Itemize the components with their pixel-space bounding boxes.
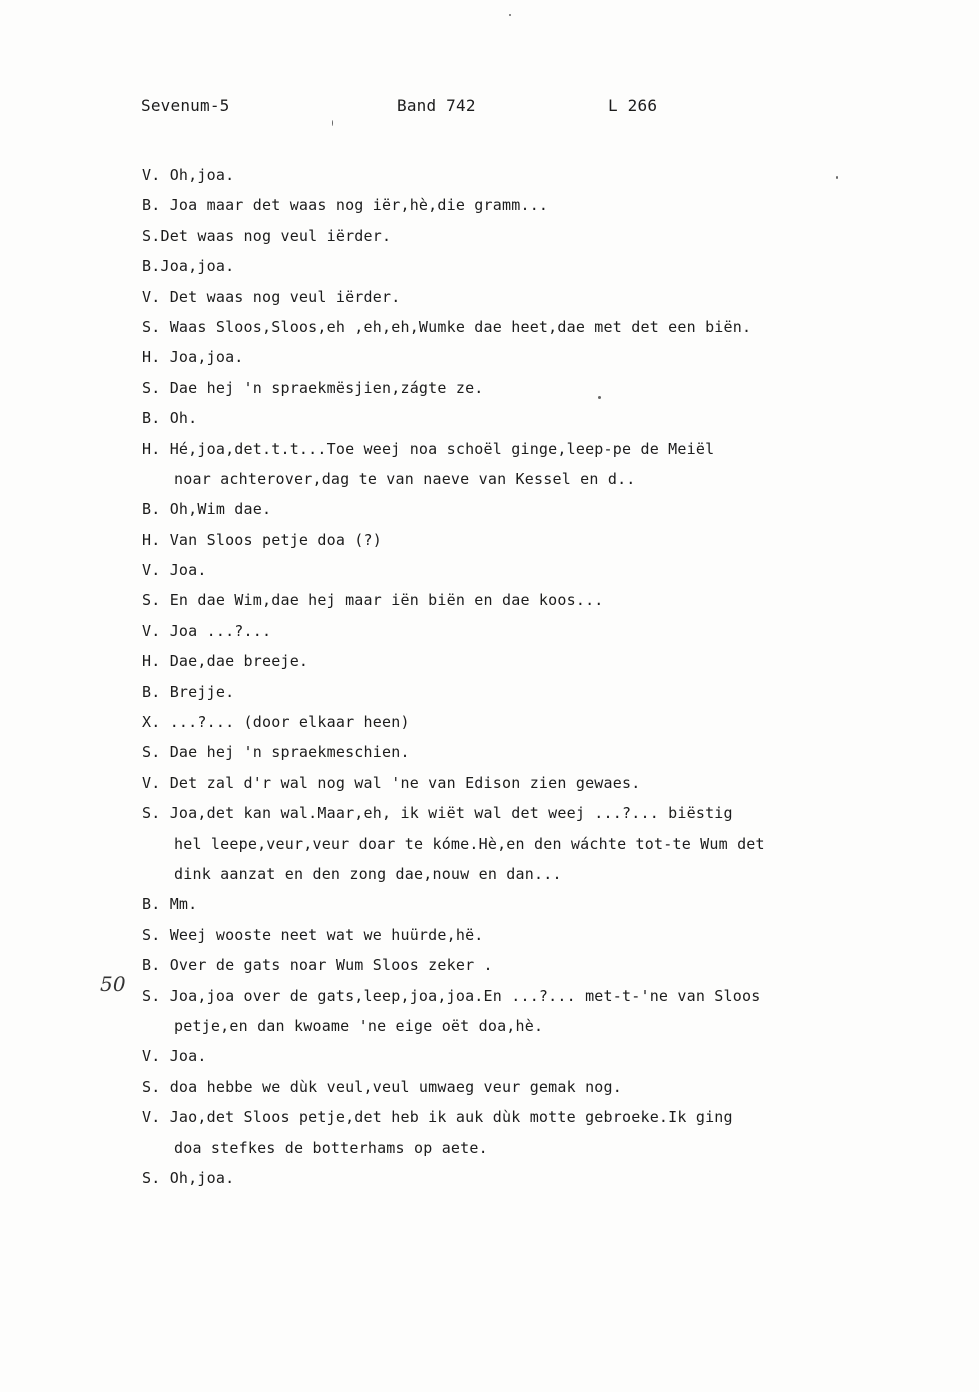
transcript-line: V. Det zal d'r wal nog wal 'ne van Edison zien gewaes.: [142, 773, 641, 792]
transcript-line: B. Mm.: [142, 895, 198, 914]
transcript-body: [142, 160, 922, 1193]
transcript-line: S. Joa,det kan wal.Maar,eh, ik wiët wal det weej ...?... biëstig: [142, 804, 733, 823]
header-tape: Band 742: [397, 96, 476, 115]
transcript-line: H. Joa,joa.: [142, 348, 244, 367]
transcript-line: B.Joa,joa.: [142, 257, 235, 276]
transcript-line: H. Hé,joa,det.t.t...Toe weej noa schoël ginge,leep-pe de Meiël: [142, 439, 715, 458]
transcript-line: V. Det waas nog veul iërder.: [142, 287, 401, 306]
transcript-line: B. Oh.: [142, 409, 198, 428]
transcript-line: V. Joa ...?...: [142, 621, 272, 640]
transcript-line: V. Jao,det Sloos petje,det heb ik auk dùk motte gebroeke.Ik ging: [142, 1108, 733, 1127]
margin-note: 50: [100, 972, 126, 996]
transcript-line: S. En dae Wim,dae hej maar iën biën en dae koos...: [142, 591, 604, 610]
transcript-line: B. Joa maar det waas nog iër,hè,die gramm...: [142, 196, 549, 215]
transcript-line: X. ...?... (door elkaar heen): [142, 713, 410, 732]
transcript-line: H. Van Sloos petje doa (?): [142, 530, 382, 549]
transcript-line-continuation: hel leepe,veur,veur doar te kóme.Hè,en den wáchte tot-te Wum det: [174, 834, 765, 853]
transcript-line: S. Oh,joa.: [142, 1168, 235, 1187]
transcript-line: B. Brejje.: [142, 682, 235, 701]
paper-speck: [509, 14, 511, 16]
transcript-line: V. Joa.: [142, 561, 207, 580]
transcript-line: S. Dae hej 'n spraekmësjien,zágte ze.: [142, 378, 484, 397]
transcript-line-continuation: noar achterover,dag te van naeve van Kessel en d..: [174, 469, 636, 488]
paper-speck: [332, 120, 333, 126]
transcript-line-continuation: dink aanzat en den zong dae,nouw en dan...: [174, 864, 562, 883]
transcript-line: S. Dae hej 'n spraekmeschien.: [142, 743, 410, 762]
header-number: L 266: [608, 96, 658, 115]
transcript-line: H. Dae,dae breeje.: [142, 652, 309, 671]
transcript-line: B. Over de gats noar Wum Sloos zeker .: [142, 956, 493, 975]
transcript-line: V. Oh,joa.: [142, 166, 235, 184]
transcript-line-continuation: petje,en dan kwoame 'ne eige oët doa,hè.: [174, 1016, 544, 1035]
transcript-line: V. Joa.: [142, 1047, 207, 1066]
paper-speck: [836, 176, 838, 179]
transcript-line: S.Det waas nog veul iërder.: [142, 226, 392, 245]
transcript-line-continuation: doa stefkes de botterhams op aete.: [174, 1138, 488, 1157]
transcript-line: S. Waas Sloos,Sloos,eh ,eh,eh,Wumke dae heet,dae met det een biën.: [142, 317, 752, 336]
paper-speck: [598, 396, 601, 399]
transcript-line: S. Weej wooste neet wat we huürde,hë.: [142, 925, 484, 944]
transcript-line: B. Oh,Wim dae.: [142, 500, 272, 519]
transcript-line: S. Joa,joa over de gats,leep,joa,joa.En ...?... met-t-'ne van Sloos: [142, 986, 761, 1005]
transcript-line: S. doa hebbe we dùk veul,veul umwaeg veur gemak nog.: [142, 1077, 622, 1096]
header-place: Sevenum-5: [141, 96, 230, 115]
